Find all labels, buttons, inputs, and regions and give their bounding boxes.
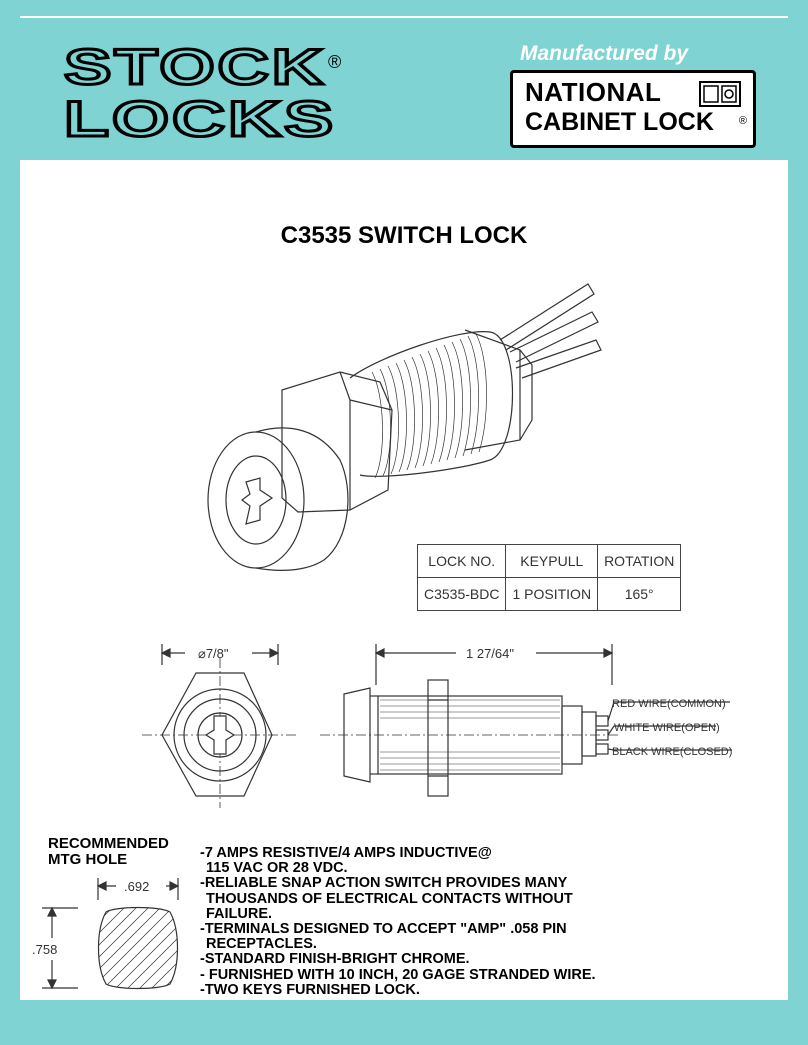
length-dimension: 1 27/64"	[466, 646, 514, 661]
list-item: -7 AMPS RESISTIVE/4 AMPS INDUCTIVE@	[200, 845, 492, 861]
feature-notes-list	[200, 846, 596, 998]
front-view-drawing	[142, 644, 298, 808]
diameter-dimension: ⌀7/8"	[198, 646, 229, 661]
table-cell: C3535-BDC	[418, 578, 506, 611]
list-item: -TERMINALS DESIGNED TO ACCEPT "AMP" .058 PIN	[200, 921, 567, 938]
top-rule	[20, 16, 788, 18]
recommended-line2: MTG HOLE	[48, 851, 128, 868]
lock-emblem-icon	[699, 81, 741, 107]
red-wire-label: RED WIRE(COMMON)	[612, 698, 726, 710]
maker-line2: CABINET LOCK	[525, 108, 714, 136]
hole-height-dimension: .758	[32, 942, 58, 957]
manufactured-by: Manufactured by	[520, 42, 689, 65]
list-item: -TWO KEYS FURNISHED LOCK.	[200, 981, 420, 998]
national-cabinet-lock-logo	[510, 70, 756, 148]
brand-line1: STOCK	[64, 40, 326, 95]
table-row	[418, 578, 681, 611]
table-header-cell: LOCK NO.	[418, 545, 506, 578]
list-item: 115 VAC OR 28 VDC.	[206, 860, 348, 877]
side-view-drawing	[320, 644, 732, 796]
list-item: RECEPTACLES.	[206, 936, 317, 953]
brand-line2: LOCKS	[64, 91, 336, 144]
recommended-mtg-hole-heading	[48, 836, 169, 868]
white-wire-label: WHITE WIRE(OPEN)	[614, 722, 720, 734]
black-wire-label: BLACK WIRE(CLOSED)	[612, 746, 733, 758]
maker-line1: NATIONAL	[525, 77, 662, 107]
table-header-cell: KEYPULL	[506, 545, 598, 578]
brand-reg: ®	[328, 52, 342, 72]
hole-width-dimension: .692	[124, 879, 150, 894]
stock-locks-logo	[60, 40, 360, 144]
list-item: FAILURE.	[206, 905, 273, 922]
lock-isometric-drawing	[208, 284, 601, 570]
table-cell: 1 POSITION	[506, 578, 598, 611]
lock-spec-table	[417, 544, 681, 611]
mounting-hole-drawing	[42, 870, 190, 1000]
table-header-row	[418, 545, 681, 578]
recommended-line1: RECOMMENDED	[48, 835, 169, 852]
maker-reg: ®	[738, 115, 747, 127]
spec-sheet-panel	[20, 160, 788, 1000]
list-item: - FURNISHED WITH 10 INCH, 20 GAGE STRANDED WIRE.	[200, 966, 596, 983]
list-item: -RELIABLE SNAP ACTION SWITCH PROVIDES MANY	[200, 875, 568, 892]
list-item: -STANDARD FINISH-BRIGHT CHROME.	[200, 951, 470, 968]
page-title: C3535 SWITCH LOCK	[280, 222, 528, 249]
table-cell: 165°	[598, 578, 681, 611]
list-item: THOUSANDS OF ELECTRICAL CONTACTS WITHOUT	[206, 890, 573, 907]
table-header-cell: ROTATION	[598, 545, 681, 578]
